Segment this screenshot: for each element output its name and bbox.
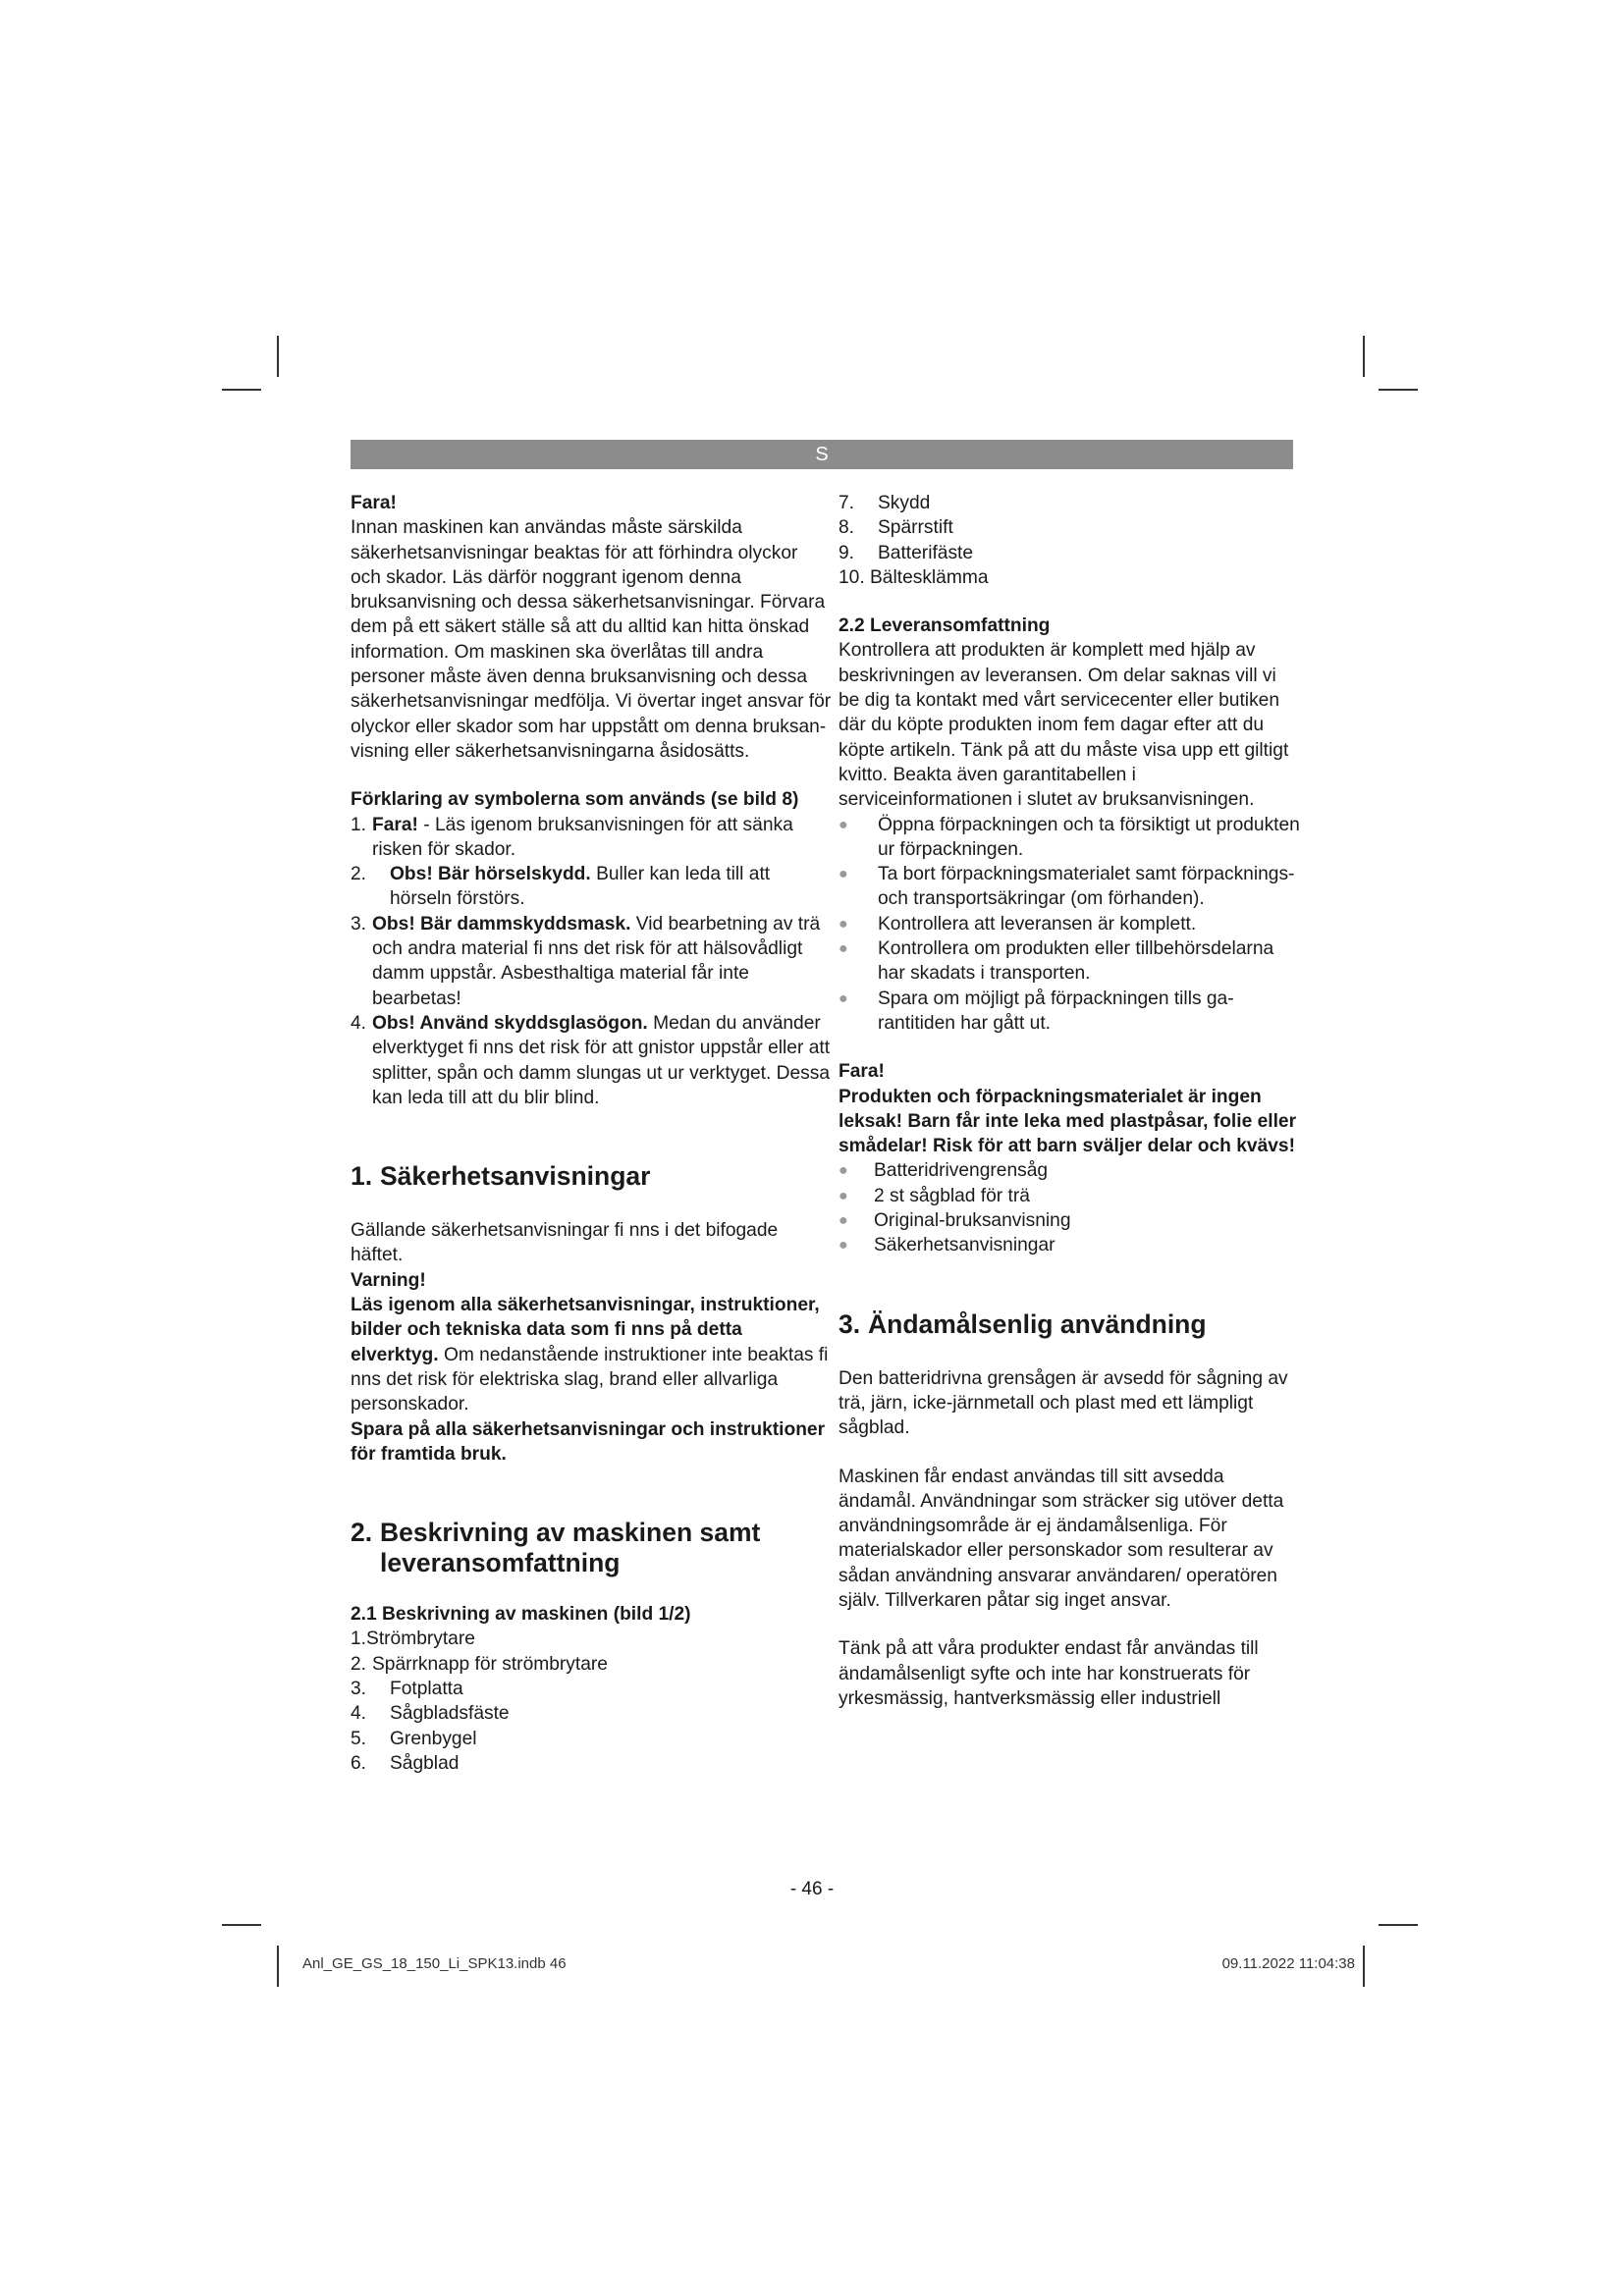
list-item bbox=[839, 1158, 1300, 1183]
bullet-icon: ● bbox=[839, 915, 848, 933]
page-number: - 46 - bbox=[789, 1879, 835, 1899]
list-item bbox=[351, 1751, 832, 1776]
language-tab-label: S bbox=[815, 444, 829, 465]
list-item bbox=[351, 1727, 832, 1751]
list-item bbox=[839, 936, 1300, 987]
symbol-num: 3. bbox=[351, 913, 367, 934]
symbols-list bbox=[351, 813, 832, 1111]
symbol-bold: Obs! Bär hörselskydd. bbox=[390, 864, 591, 885]
part-label: Spärrstift bbox=[878, 517, 953, 539]
warning-paragraph bbox=[351, 1293, 832, 1416]
part-num: 3. bbox=[351, 1678, 367, 1699]
symbol-text: Buller kan leda till att hörseln förstörs. bbox=[390, 864, 771, 910]
crop-mark-top-left-h bbox=[222, 389, 261, 391]
part-num: 5. bbox=[351, 1728, 367, 1749]
section-1-title: Säkerhetsanvisningar bbox=[380, 1161, 651, 1192]
section-3-paragraph-2: Maskinen får endast användas till sitt avsedda ändamål. Användningar som sträcker sig utöver detta användningsområde är ej ändamålsenliga. För materialskador eller personskador som resulterar av sådan användning ansvarar användaren/ operatören själv. Tillverkaren påtar sig inget ansvar. bbox=[839, 1466, 1284, 1611]
parts-list-left bbox=[351, 1627, 832, 1776]
part-label: Fotplatta bbox=[390, 1678, 463, 1699]
fara-2-text: Produkten och förpackningsmaterialet är ingen leksak! Barn får inte leka med plastpåsar, folie eller smådelar! Risk för att barn sväljer delar och kvävs! bbox=[839, 1086, 1297, 1157]
part-num: 7. bbox=[839, 493, 855, 513]
list-item bbox=[351, 813, 832, 863]
symbol-num: 2. bbox=[351, 864, 367, 885]
bullet-text: Kontrollera att leveransen är komplett. bbox=[878, 913, 1197, 934]
list-item bbox=[839, 541, 1300, 565]
bullet-text: Ta bort förpackningsmaterialet samt förpacknings- och transportsäkringar (om förhanden). bbox=[878, 864, 1295, 910]
part-num: 10. bbox=[839, 566, 865, 588]
part-label: Spärrknapp för strömbrytare bbox=[372, 1653, 608, 1675]
language-header-bar bbox=[351, 440, 1293, 469]
symbol-num: 4. bbox=[351, 1012, 367, 1034]
crop-mark-top-right-v bbox=[1363, 336, 1365, 377]
right-column bbox=[839, 491, 1300, 1711]
warning-bold: Läs igenom alla säkerhetsanvisningar, instruktioner, bilder och tekniska data som fi nns på detta elverktyg. bbox=[351, 1295, 820, 1365]
part-label: Batterifäste bbox=[878, 542, 974, 563]
bullet-text: Spara om möjligt på förpackningen tills garantitiden har gått ut. bbox=[878, 988, 1234, 1034]
section-3-paragraph-1: Den batteridrivna grensågen är avsedd för sågning av trä, järn, icke-järnmetall och plast med ett lämpligt sågblad. bbox=[839, 1367, 1288, 1439]
part-num: 4. bbox=[351, 1703, 367, 1725]
section-3-title: Ändamålsenlig användning bbox=[868, 1308, 1207, 1339]
bullet-icon: ● bbox=[839, 940, 848, 958]
bullet-text: 2 st sågblad för trä bbox=[874, 1185, 1030, 1206]
crop-mark-bottom-right-v bbox=[1363, 1946, 1365, 1987]
symbol-bold: Obs! Bär dammskyddsmask. bbox=[372, 913, 631, 934]
part-label: Sågbladsfäste bbox=[390, 1703, 510, 1725]
part-label: Bältesklämma bbox=[870, 566, 989, 588]
section-3-heading bbox=[839, 1309, 1300, 1340]
list-item bbox=[351, 1011, 832, 1110]
part-num: 2. bbox=[351, 1653, 367, 1675]
list-item bbox=[351, 1701, 832, 1726]
list-item bbox=[839, 862, 1300, 912]
list-item bbox=[839, 1233, 1300, 1257]
symbol-bold: Fara! bbox=[372, 814, 418, 835]
warning-text: Om nedanstående instruktioner inte beaktas fi nns det risk för elektriska slag, brand eller allvarliga personskador. bbox=[351, 1344, 829, 1415]
symbol-text: Vid bearbetning av trä och andra material fi nns det risk för att hälsovådligt damm uppstår. Asbesthaltiga material får inte bearbetas! bbox=[372, 913, 821, 1009]
section-1-heading bbox=[351, 1161, 832, 1192]
footer-timestamp: 09.11.2022 11:04:38 bbox=[1221, 1955, 1355, 1972]
section-2-2-title: 2.2 Leveransomfattning bbox=[839, 615, 1051, 637]
part-num: 1. bbox=[351, 1629, 367, 1650]
list-item bbox=[351, 1627, 832, 1651]
list-item bbox=[351, 862, 832, 912]
bullet-icon: ● bbox=[839, 1212, 848, 1230]
section-3-number: 3. bbox=[839, 1308, 861, 1339]
bullet-icon: ● bbox=[839, 816, 848, 833]
part-num: 9. bbox=[839, 542, 855, 563]
bullet-icon: ● bbox=[839, 989, 848, 1007]
part-label: Sågblad bbox=[390, 1752, 460, 1774]
list-item bbox=[839, 565, 1300, 590]
fara-text: Innan maskinen kan användas måste särskilda säkerhetsanvisningar beaktas för att förhindra olyckor och skador. Läs därför noggrant igenom denna bruksanvisning och dessa säkerhetsanvisningar. Förvara dem på ett säkert ställe så att du alltid kan hitta önskad information. Om maskinen ska överlåtas till andra personer måste även denna bruksanvisning och dessa säkerhetsanvisningar medfölja. Vi övertar inget ansvar för olyckor eller skador som har uppstått om denna bruksanvisning eller säkerhetsanvisningarna åsidosätts. bbox=[351, 517, 832, 762]
part-num: 6. bbox=[351, 1752, 367, 1774]
delivery-items-list bbox=[839, 1158, 1300, 1257]
section-1-text: Gällande säkerhetsanvisningar fi nns i det bifogade häftet. bbox=[351, 1220, 779, 1266]
bullet-text: Batteridrivengrensåg bbox=[874, 1160, 1049, 1182]
section-3-paragraph-3: Tänk på att våra produkter endast får användas till ändamålsenligt syfte och inte har konstruerats för yrkesmässig, hantverksmässig eller industriell bbox=[839, 1638, 1259, 1709]
section-2-1-title: 2.1 Beskrivning av maskinen (bild 1/2) bbox=[351, 1604, 691, 1626]
bullet-text: Öppna förpackningen och ta försiktigt ut produkten ur förpackningen. bbox=[878, 814, 1300, 860]
fara-2-title: Fara! bbox=[839, 1061, 885, 1083]
bullet-text: Original-bruksanvisning bbox=[874, 1210, 1071, 1232]
list-item bbox=[351, 912, 832, 1011]
save-instructions: Spara på alla säkerhetsanvisningar och instruktioner för framtida bruk. bbox=[351, 1418, 826, 1465]
crop-mark-bottom-right-h bbox=[1379, 1924, 1418, 1926]
fara-title: Fara! bbox=[351, 493, 397, 513]
left-column bbox=[351, 491, 832, 1776]
list-item bbox=[839, 491, 1300, 515]
list-item bbox=[839, 515, 1300, 540]
bullet-text: Kontrollera om produkten eller tillbehörsdelarna har skadats i transporten. bbox=[878, 938, 1274, 985]
bullet-text: Säkerhetsanvisningar bbox=[874, 1235, 1056, 1256]
crop-mark-top-right-h bbox=[1379, 389, 1418, 391]
section-1-number: 1. bbox=[351, 1161, 373, 1192]
section-2-title-line2: leveransomfattning bbox=[380, 1548, 621, 1578]
list-item bbox=[351, 1652, 832, 1677]
bullet-icon: ● bbox=[839, 1162, 848, 1180]
bullet-icon: ● bbox=[839, 1187, 848, 1204]
section-2-title-line1: Beskrivning av maskinen samt bbox=[380, 1518, 761, 1548]
list-item bbox=[839, 1184, 1300, 1208]
list-item bbox=[839, 987, 1300, 1037]
section-2-2-text: Kontrollera att produkten är komplett med hjälp av beskrivningen av leveransen. Om delar saknas vill vi be dig ta kontakt med vårt servicecenter eller butiken där du köpte produkten inom fem dagar efter att du köpte artikeln. Tänk på att du måste visa upp ett giltigt kvitto. Beakta även garantitabellen i serviceinformationen i slutet av bruksanvisningen. bbox=[839, 640, 1289, 811]
part-label: Strömbrytare bbox=[366, 1629, 475, 1650]
warning-label: Varning! bbox=[351, 1269, 426, 1291]
list-item bbox=[839, 912, 1300, 936]
list-item bbox=[351, 1677, 832, 1701]
symbol-bold: Obs! Använd skyddsglasögon. bbox=[372, 1012, 648, 1034]
crop-mark-bottom-left-h bbox=[222, 1924, 261, 1926]
symbols-title: Förklaring av symbolerna som används (se bild 8) bbox=[351, 789, 799, 811]
part-num: 8. bbox=[839, 517, 855, 539]
part-label: Grenbygel bbox=[390, 1728, 477, 1749]
section-2-heading bbox=[351, 1518, 832, 1548]
symbol-text: - Läs igenom bruksanvisningen för att sänka risken för skador. bbox=[372, 814, 793, 860]
bullet-icon: ● bbox=[839, 1237, 848, 1255]
section-2-number: 2. bbox=[351, 1518, 373, 1548]
unpacking-list bbox=[839, 813, 1300, 1037]
parts-list-right bbox=[839, 491, 1300, 590]
symbol-text: Medan du använder elverktyget fi nns det risk för att gnistor uppstår eller att splitter, spån och damm slungas ut ur verktyget. Dessa kan leda till att du blir blind. bbox=[372, 1012, 831, 1108]
crop-mark-top-left-v bbox=[277, 336, 279, 377]
list-item bbox=[839, 1208, 1300, 1233]
footer-file-name: Anl_GE_GS_18_150_Li_SPK13.indb 46 bbox=[302, 1955, 567, 1972]
crop-mark-bottom-left-v bbox=[277, 1946, 279, 1987]
list-item bbox=[839, 813, 1300, 863]
part-label: Skydd bbox=[878, 493, 931, 513]
symbol-num: 1. bbox=[351, 814, 367, 835]
bullet-icon: ● bbox=[839, 866, 848, 883]
